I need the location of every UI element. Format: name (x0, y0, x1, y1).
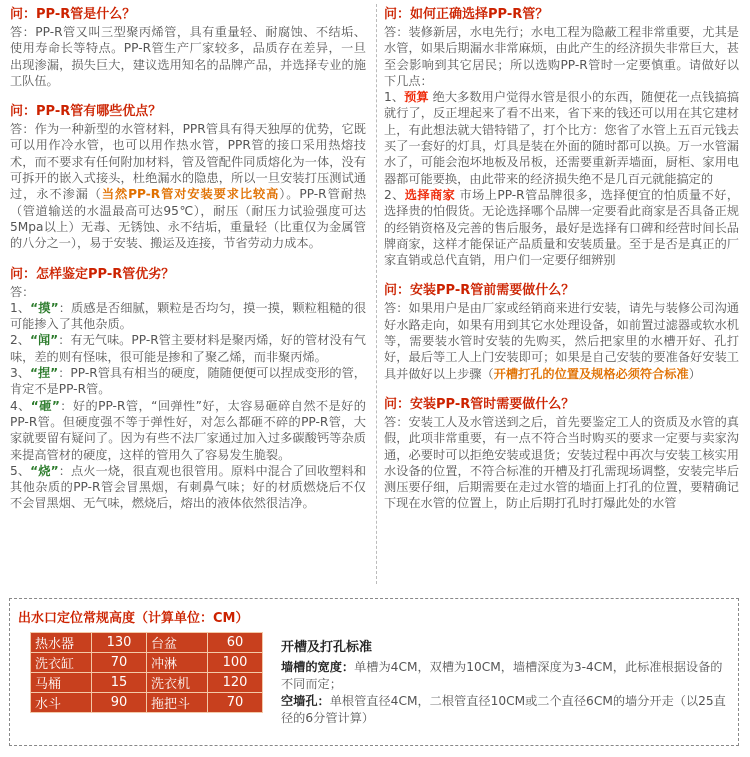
answer-text: 答：作为一种新型的水管材料，PPR管具有得天独厚的优势，它既可以用作冷水管，也可以用作热水管，PPR管的接口采用热熔技术，而不要求有任何附加材料，管及管配件同质熔化为一体，没有可拆开的嵌入式接头，杜绝漏水的隐患，所以一旦安装打压测试通过，永不渗漏（当然PP-R管对安装要求比较高）。PP-R管耐热（管道输送的水温最高可达95℃），耐压（耐压力试验强度可达5Mpa以上）无毒、无锈蚀、永不结垢，重量轻（比重仅为金属管的八分之一），易于安装、搬运及连接，节省劳动力成本。 (10, 122, 367, 251)
outlet-height-panel (9, 598, 739, 746)
outlet-height-table (30, 632, 263, 713)
table-row: 热水器 130 台盆 60 (31, 633, 263, 653)
outlet-height-title: 出水口定位常规高度（计算单位：CM） (18, 611, 249, 626)
wall-hole: 空墙孔：单根管直径4CM，二根管直径10CM或二个直径6CM的墙分开走（以25直径的6分管计算） (281, 694, 726, 725)
answer-text: 答： 1、“摸”：质感是否细腻，颗粒是否均匀，摸一摸，颗粒粗糙的很可能掺入了其他杂质。 2、“闻”：有无气味。PP-R管主要材料是聚丙烯，好的管材没有气味，差的则有怪味，很可能是掺和了聚乙烯，而非聚丙烯。 3、“捏”：PP-R管具有相当的硬度，随随便便可以捏成变形的管，肯定不是PP-R管。 4、“砸”：好的PP-R管，“回弹性”好，太容易砸碎自然不是好的PP-R管。但硬度强不等于弹性好，对怎么都砸不碎的PP-R管，大家就要留有疑问了。因为有些不法厂家通过加入过多碳酸钙等杂质来提高管材的硬度，这样的管用久了容易发生脆裂。 5、“烧”：点火一烧，很直观也很管用。原料中混合了回收塑料和其他杂质的PP-R管会冒黑烟，有刺鼻气味；好的材质燃烧后不仅不会冒黑烟、无气味，燃烧后，熔出的液体依然很洁净。 (10, 284, 367, 511)
list-item: 4、“砸”：好的PP-R管，“回弹性”好，太容易砸碎自然不是好的PP-R管。但硬度强不等于弹性好，对怎么都砸不碎的PP-R管，大家就要留有疑问了。因为有些不法厂家通过加入过多碳酸钙等杂质来提高管材的硬度，这样的管用久了容易发生脆裂。 (10, 398, 366, 462)
list-item: 5、“烧”：点火一烧，很直观也很管用。原料中混合了回收塑料和其他杂质的PP-R管会冒黑烟，有刺鼻气味；好的材质燃烧后不仅不会冒黑烟、无气味，燃烧后，熔出的液体依然很洁净。 (10, 463, 367, 511)
slotting-standard-title: 开槽及打孔标准 (281, 640, 373, 655)
right-column (384, 6, 739, 526)
question-title: 问：安装PP-R管前需要做什么？ (384, 283, 575, 299)
faq-how-to-choose (384, 6, 739, 268)
table-row: 马桶 15 洗衣机 120 (31, 673, 263, 693)
answer-text: 答：装修新居，水电先行；水电工程为隐蔽工程非常重要，尤其是水管，如果后期漏水非常麻烦，由此产生的经济损失非常巨大，甚至会影响到其它居民；所以选购PP-R管时一定要慎重。请做好以下几点： 1、预算 绝大多数用户觉得水管是很小的东西，随便花一点钱搞搞就行了，反正埋起来了看不出来，省下来的钱还可以用在其它建材上，有此想法就大错特错了，打个比方：您省了水管上五百元钱去买了一套好的灯具，灯具是装在外面的随时都可以换。万一水管漏水了，可能会泡坏地板及吊板，还需要重新弄墙面，厨柜、家用电器都可能要换，由此带来的经济损失绝不是几百元就能搞定的 2、选择商家 市场上PP-R管品牌很多，选择便宜的怕质量不好，选择贵的怕假货。无论选择哪个品牌一定要看此商家是否具备正规的经销资格及完善的售后服务，最好是选择有口碑和经营时间长品牌商家，这样才能保证产品质量和安装质量。至于是否是真正的厂家直销或总代直销，用户们一定要仔细辨别 (384, 25, 740, 268)
faq-before-install (384, 282, 739, 381)
question-title: 问：安装PP-R管时需要做什么？ (384, 396, 575, 412)
question-title: 问：PP-R管是什么？ (10, 7, 136, 22)
faq-identify-quality (10, 266, 366, 512)
answer-text: 答：安装工人及水管送到之后，首先要鉴定工人的资质及水管的真假，此项非常重要，有一点不符合当时购买的要求一定要与卖家沟通，必要时可以拒绝安装或退货；安装过程中再次与安装工核实用水设备的位置，不符合标准的开槽及打孔需现场调整，安装完毕后测压要仔细，后期需要在走过水管的墙面上打孔的位置，要精确记下现在水管的位置上，防止后期打孔时打爆此处的水管 (384, 414, 739, 511)
answer-text: 答：PP-R管又叫三型聚丙烯管，具有重量轻、耐腐蚀、不结垢、使用寿命长等特点。PP-R管生产厂家较多，品质存在差异，一旦出现渗漏，损失巨大，建议选用知名的品牌产品，并选择专业的施工队伍。 (10, 25, 366, 88)
question-title: 问：如何正确选择PP-R管？ (384, 7, 549, 22)
faq-ppr-advantages (10, 103, 366, 251)
list-item: 1、预算 绝大多数用户觉得水管是很小的东西，随便花一点钱搞搞就行了，反正埋起来了看不出来，省下来的钱还可以用在其它建材上，有此想法就大错特错了，打个比方：您省了水管上五百元钱去买了一套好的灯具，灯具是装在外面的随时都可以换。万一水管漏水了，可能会泡坏地板及吊板，还需要重新弄墙面，厨柜、家用电器都可能要换，由此带来的经济损失绝不是几百元就能搞定的 (384, 90, 740, 186)
table-row: 洗衣缸 70 冲淋 100 (31, 653, 263, 673)
faq-during-install (384, 396, 739, 512)
list-item: 2、选择商家 市场上PP-R管品牌很多，选择便宜的怕质量不好，选择贵的怕假货。无论选择哪个品牌一定要看此商家是否具备正规的经销资格及完善的售后服务，最好是选择有口碑和经营时间长品牌商家，这样才能保证产品质量和安装质量。至于是否是真正的厂家直销或总代直销，用户们一定要仔细辨别 (384, 187, 740, 268)
slotting-standard (281, 639, 729, 727)
list-item: 2、“闻”：有无气味。PP-R管主要材料是聚丙烯，好的管材没有气味，差的则有怪味，很可能是掺和了聚乙烯，而非聚丙烯。 (10, 333, 366, 364)
highlight-note: 当然PP-R管对安装要求比较高 (101, 187, 280, 202)
list-item: 3、“捏”：PP-R管具有相当的硬度，随随便便可以捏成变形的管，肯定不是PP-R管。 (10, 366, 366, 397)
left-column (10, 6, 366, 526)
highlight-note: 开槽打孔的位置及规格必须符合标准 (493, 366, 689, 381)
answer-text: 答：如果用户是由厂家或经销商来进行安装，请先与装修公司沟通好水路走向，如果有用到其它水处理设备，如前置过滤器或软水机等，需要装水管时安装的先购买，然后把家里的水槽开好、孔打好，最后等工人上门安装即可；如果是自己安装的要准备好安装工具并做好以上步骤（开槽打孔的位置及规格必须符合标准） (384, 301, 739, 381)
question-title: 问：怎样鉴定PP-R管优劣？ (10, 266, 175, 282)
question-title: 问：PP-R管有哪些优点？ (10, 104, 162, 120)
faq-what-is-ppr (10, 6, 366, 89)
list-item: 1、“摸”：质感是否细腻，颗粒是否均匀，摸一摸，颗粒粗糙的很可能掺入了其他杂质。 (10, 300, 367, 332)
wall-slot-width: 墙槽的宽度：单槽为4CM，双槽为10CM，墙槽深度为3-4CM，此标准根据设备的不同而定； (281, 660, 723, 691)
column-divider (376, 4, 377, 584)
table-row: 水斗 90 拖把斗 70 (31, 693, 263, 713)
